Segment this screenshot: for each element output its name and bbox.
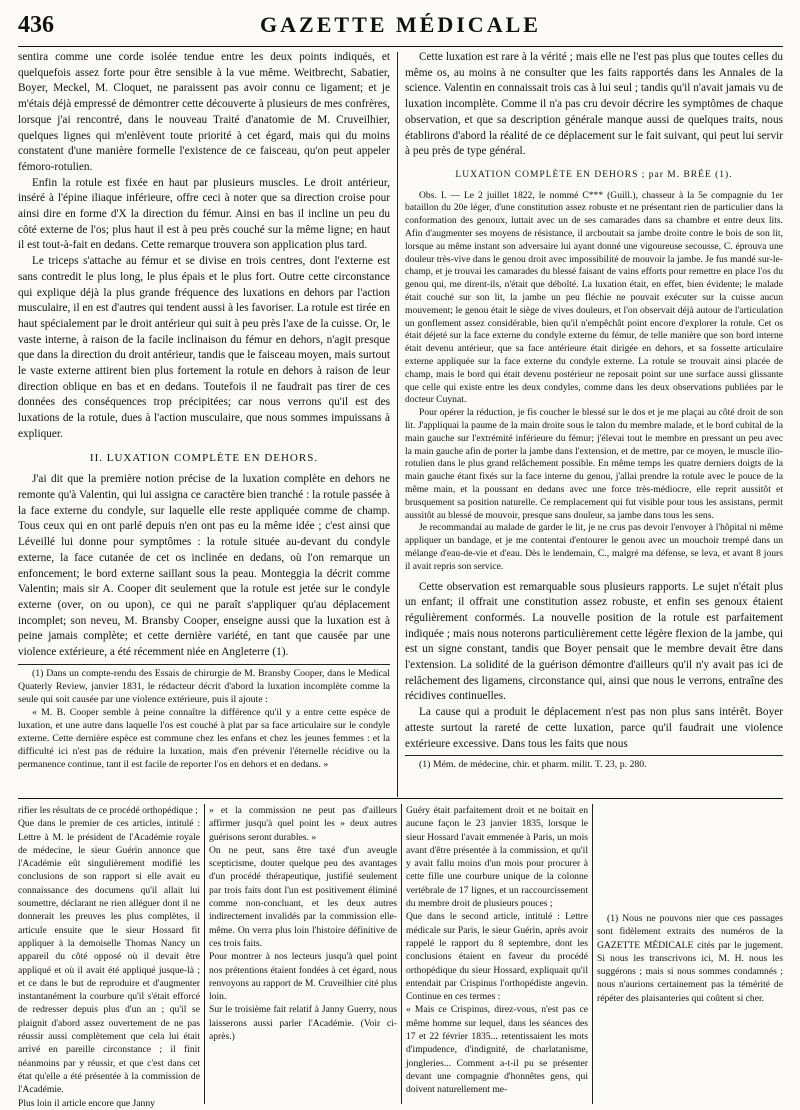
header-rule [18, 46, 783, 47]
footnote-quote: « M. B. Cooper semble à peine connaître la différence qu'il y a entre cette espèce de luxation, et une autre dans laquelle l'os est couché à plat par sa face articulaire sur le condyle externe. Cette dernière espèce est commune chez les enfans et chez les jeunes femmes : et la difficulté ici n'est pas de réduire la luxation, mais d'en prévenir l'éternelle récidive ou la permanence continue, tant il est facile de reporter l'os en dehors et en dedans. » [18, 706, 390, 770]
column-divider [397, 52, 398, 797]
column-divider [204, 804, 205, 1104]
paragraph: Le triceps s'attache au fémur et se divise en trois centres, dont l'externe est sans contredit le plus long, le plus épais et le plus fort. Outre cette circonstance qui explique déjà la plus grande fréquence des luxations en dehors par l'action musculaire, il en est d'autres qui tendent aussi à les favoriser. La rotule est tirée en haut spécialement par le droit antérieur qui suit à peu près l'axe de la cuisse. Or, le vaste interne, à raison de la facile inclinaison du fémur en dehors, n'agit presque que dans la direction du droit antérieur, tandis que le faisceau moyen, mais surtout le vaste externe attirent bien plus fortement la rotule en dehors à raison de leur direction oblique en bas et en dedans. Toutefois il ne faudrait pas tirer de ces données des conséquences trop précipitées; car nous verrons qu'il est des luxations de la rotule, dues à l'action musculaire, que nous sommes impuissans à expliquer. [18, 255, 390, 440]
column-divider [592, 804, 593, 1104]
footnote-rule [18, 664, 390, 665]
bottom-column-4 [597, 912, 783, 1005]
right-column [405, 50, 783, 771]
page-number: 436 [18, 12, 54, 38]
observation-text: Obs. I. — Le 2 juillet 1822, le nommé C*** (Guill.), chasseur à la 5e compagnie du 1er bataillon du 20e léger, d'une constitution assez robuste et ne présentant rien de particulier dans la conformation des genoux, luttait avec un de ses camarades dans sa chambre et entre deux lits. Afin d'augmenter ses moyens de résistance, il arcboutait sa jambe droite contre le bois de son lit, lorsque au même instant son adversaire lui ayant donné une vigoureuse secousse, C. éprouva une douleur très-vive dans le genou droit avec impossibilité de mouvoir la jambe. Je fus mandé sur-le-champ, et je trouvai les camarades du blessé faisant de vains efforts pour remettre en place l'os du genou qui, me dirent-ils, n'était que déboîté. La luxation était, en effet, bien évidente; le malade était couché sur son lit, la jambe un peu fléchie ne pouvait exécuter sur la cuisse aucun mouvement; le genou était le siège de vives douleurs, et l'on observait déjà autour de l'articulation un gonflement assez considérable, bien qu'il n'empêchât point encore d'explorer la rotule. Cet os était déjeté sur la face externe du condyle externe du fémur, de telle manière que son bord interne était devenu antérieur, que sa face antérieure était dirigée en dehors, et sa fossette articulaire externe appliquée sur la face externe du condyle externe. La rotule se trouvait ainsi placée de champ, mais le bord qui était devenu postérieur ne reposait point sur une surface aussi glissante que celle qui existe entre les deux condyles, comme dans les deux observations publiées par le docteur Cuynat. [405, 189, 783, 406]
footnote: (1) Dans un compte-rendu des Essais de chirurgie de M. Bransby Cooper, dans le Medical Quaterly Review, janvier 1831, le rédacteur décrit d'abord la luxation incomplète comme la seule qui soit causée par une violence extérieure, puis il ajoute : [18, 667, 390, 705]
paragraph: Cette observation est remarquable sous plusieurs rapports. Le sujet n'était plus un enfant; il offrait une constitution assez robuste, et enfin ses genoux étaient régulièrement conformés. La nouvelle position de la rotule est parfaitement indiquée ; mais nous noterons particulièrement cette légère flexion de la jambe, qui est un signe constant, tandis que Boyer pensait que le membre devait être dans l'extension. La solidité de la guérison démontre d'ailleurs qu'il n'y avait pas ici de relâchement des ligamens, circonstance qui, ainsi que nous le verrons, entraîne des récidives continuelles. [405, 580, 783, 703]
observation-title: LUXATION COMPLÈTE EN DEHORS ; par M. BRÉE (1). [455, 169, 733, 180]
section-rule [18, 798, 783, 799]
footnote: (1) Nous ne pouvons nier que ces passages sont fidèlement extraits des numéros de la GAZETTE MÉDICALE cités par le jugement. Si nous les transcrivons ici, M. H. nous les suggérons ; mais si nous sommes condamnés ; nous n'aurions certainement pas la témérité de répéter des plaisanteries qui coûtent si cher. [597, 913, 783, 1004]
page-header [18, 10, 783, 46]
bottom-column-2: » et la commission ne peut pas d'ailleurs affirmer jusqu'à quel point les » deux autres guérisons seront durables. » On ne peut, sans être taxé d'un aveugle scepticisme, douter quelque peu des avantages d'un procédé thérapeutique, justifié seulement par trois faits dont l'un est positivement éliminé comme non-concluant, et les deux autres indirectement invalidés par la commission elle-même. On verra plus loin l'histoire définitive de ces trois faits. Pour montrer à nos lecteurs jusqu'à quel point nos prétentions étaient fondées à cet égard, nous renvoyons au rapport de M. Cruveilhier cité plus loin. Sur le troisième fait relatif à Janny Guerry, nous laisserons aussi parler l'Académie. (Voir ci-après.) [209, 805, 397, 1043]
footnote-rule [405, 755, 783, 756]
footnote: (1) Mém. de médecine, chir. et pharm. milit. T. 23, p. 280. [419, 759, 647, 771]
observation-text: Je recommandai au malade de garder le lit, je ne crus pas devoir l'envoyer à l'hôpital ni même appliquer un bandage, et je me contentai d'entourer le genou avec un mouchoir trempé dans un mélange d'eau-de-vie et d'eau. Dès le lendemain, C., malgré ma défense, se leva, et avant 8 jours il avait repris son service. [405, 522, 783, 572]
column-divider [401, 804, 402, 1104]
paragraph: J'ai dit que la première notion précise de la luxation complète en dehors ne remonte qu'à Valentin, qui lui assigna ce caractère bien tranché : la rotule passée à la face externe du condyle, sur laquelle elle reste appliquée comme de champ. Tous ceux qui en ont parlé depuis n'en ont pas eu la même idée ; c'est ainsi que Léveillé lui donne pour symptômes : la rotule située au-devant du condyle externe, la face cutanée de cet os inclinée en dedans, où l'on remarque un enfoncement; le bord externe saillant sous la peau. Monteggia la décrit comme Valentin; mais sir A. Cooper dit seulement que la rotule est jetée sur le condyle externe (over, on ou upon), ce qui ne paraît s'appliquer qu'au déplacement incomplet; son neveu, M. Bransby Cooper, enseigne aussi que la luxation est à peine jamais complète; et cette dernière variété, en tant que causée par une violence extérieure, a été récemment niée en Angleterre (1). [18, 473, 390, 659]
left-column [18, 50, 390, 771]
section-heading: II. LUXATION COMPLÈTE EN DEHORS. [89, 451, 319, 464]
bottom-column-1: rifier les résultats de ce procédé orthopédique ; Que dans le premier de ces articles, intitulé : Lettre à M. le président de l'Académie royale de médecine, le sieur Guérin annonce que l'Académie eût singulièrement modifié les conclusions de son rapport si elle avait eu connaissance des documens qu'il allait lui soumettre, déclarant ne rien alléguer dont il ne donnerait les preuves les plus complètes, il articule ensuite que le sieur Hossard fit appliquer à la demoiselle Thomas Nancy un appareil du côté opposé où il devait être appliqué et où il avait été appliqué jusque-là ; et ce dans le but de reproduire et d'augmenter instantanément la courbure qu'il s'était efforcé de redresser depuis plus d'un an ; qu'il se plaignit d'abord assez ouvertement de ne pas réussir aussi complètement que cela lui était arrivé en pareille circonstance ; il finit néanmoins par y réussir, et que c'est dans cet état qu'elle a été présentée à la commission de l'Académie. Plus loin il article encore que Janny [18, 805, 200, 1109]
paragraph: Enfin la rotule est fixée en haut par plusieurs muscles. Le droit antérieur, inséré à l'épine iliaque inférieure, offre ceci à noter que sa direction croise pour ainsi dire en forme d'X la direction du fémur. Ainsi en bas il incline un peu du côté externe de l'os; plus haut il est à peu près couché sur la même ligne; en haut il est tout-à-fait en dedans. Cette remarque trouvera son application plus tard. [18, 176, 390, 252]
paragraph: Cette luxation est rare à la vérité ; mais elle ne l'est pas plus que toutes celles du même os, au moins à ne consulter que les faits rapportés dans les Annales de la science. Valentin en connaissait trois cas à lui seul ; tandis qu'il n'avait jamais vu de luxation incomplète. Comme il n'a pas cru devoir décrire les symptômes de chaque observation, et que sa description générale manque aussi de quelques traits, nous établirons d'abord la réalité de ce déplacement sur le fait suivant, qui peut lui servir à peu près de type général. [405, 51, 783, 158]
observation-text: Pour opérer la réduction, je fis coucher le blessé sur le dos et je me plaçai au côté droit de son lit. J'appliquai la paume de la main droite sous le talon du membre malade, et le bord cubital de la main gauche sur l'extrémité inférieure du fémur; j'élevai tout le membre en pressant un peu avec la main gauche afin de porter la jambe dans l'extension, et de mettre, par ce moyen, le muscle ilio-rotulien dans le plus grand relâchement possible. En même temps les quatre derniers doigts de la main gauche étant fixés sur la face interne du genou, j'allai prendre la rotule avec le pouce de la même main, et la poussant en dedans avec une force très-médiocre, elle reprit aussitôt et brusquement sa position naturelle. Ce remplacement qui fut visible pour tous les assistans, permit aussitôt au blessé de mouvoir, presque sans douleur, sa jambe dans tous les sens. [405, 407, 783, 521]
bottom-column-3: Guéry était parfaitement droit et ne boitait en aucune façon le 23 janvier 1835, lorsque le sieur Hossard l'avait emmenée à Paris, un mois avant d'être présentée à la commission, et qu'il y avait fallu moins d'un mois pour procurer à cette fille une courbure unique de la colonne vertébrale de 17 lignes, et un raccourcissement du membre droit de plusieurs pouces ; Que dans le second article, intitulé : Lettre médicale sur Paris, le sieur Guérin, après avoir rappelé le rapport du 8 septembre, dont les conclusions étaient en faveur du procédé orthopédique du sieur Hossard, expliquait qu'il entendait par Crispinus l'orthopédiste angevin. Continue en ces termes : « Mais ce Crispinus, direz-vous, n'est pas ce même homme sur lequel, dans les séances des 17 et 22 février 1835... retentissaient les mots d'impudence, d'indignité, de charlatanisme, jongleries... Comment a-t-il pu se présenter devant une compagnie d'honnêtes gens, qui doivent naturellement me- [406, 805, 588, 1096]
paragraph: sentira comme une corde isolée tendue entre les deux points indiqués, et quelquefois assez forte pour être sensible à la vue même. Weitbrecht, Sabatier, Boyer, Meckel, M. Cloquet, ne paraissent pas avoir connu ce ligament; et je m'étais déjà empressé de démontrer cette découverte à plusieurs de mes confrères, lorsque j'ai rencontré, dans le nouveau Traité d'anatomie de M. Cruveilhier, quelques lignes qui m'enlèvent toute priorité à cet égard, mais qui du moins constatent d'une manière formelle l'existence de ce faisceau, qu'on peut appeler fémoro-rotulien. [18, 51, 390, 173]
paragraph: La cause qui a produit le déplacement n'est pas non plus sans intérêt. Boyer atteste surtout la rareté de cette luxation, parce qu'il faudrait une violence extérieure excessive. Dans tous les faits que nous [405, 706, 783, 750]
page-title: GAZETTE MÉDICALE [260, 12, 541, 37]
